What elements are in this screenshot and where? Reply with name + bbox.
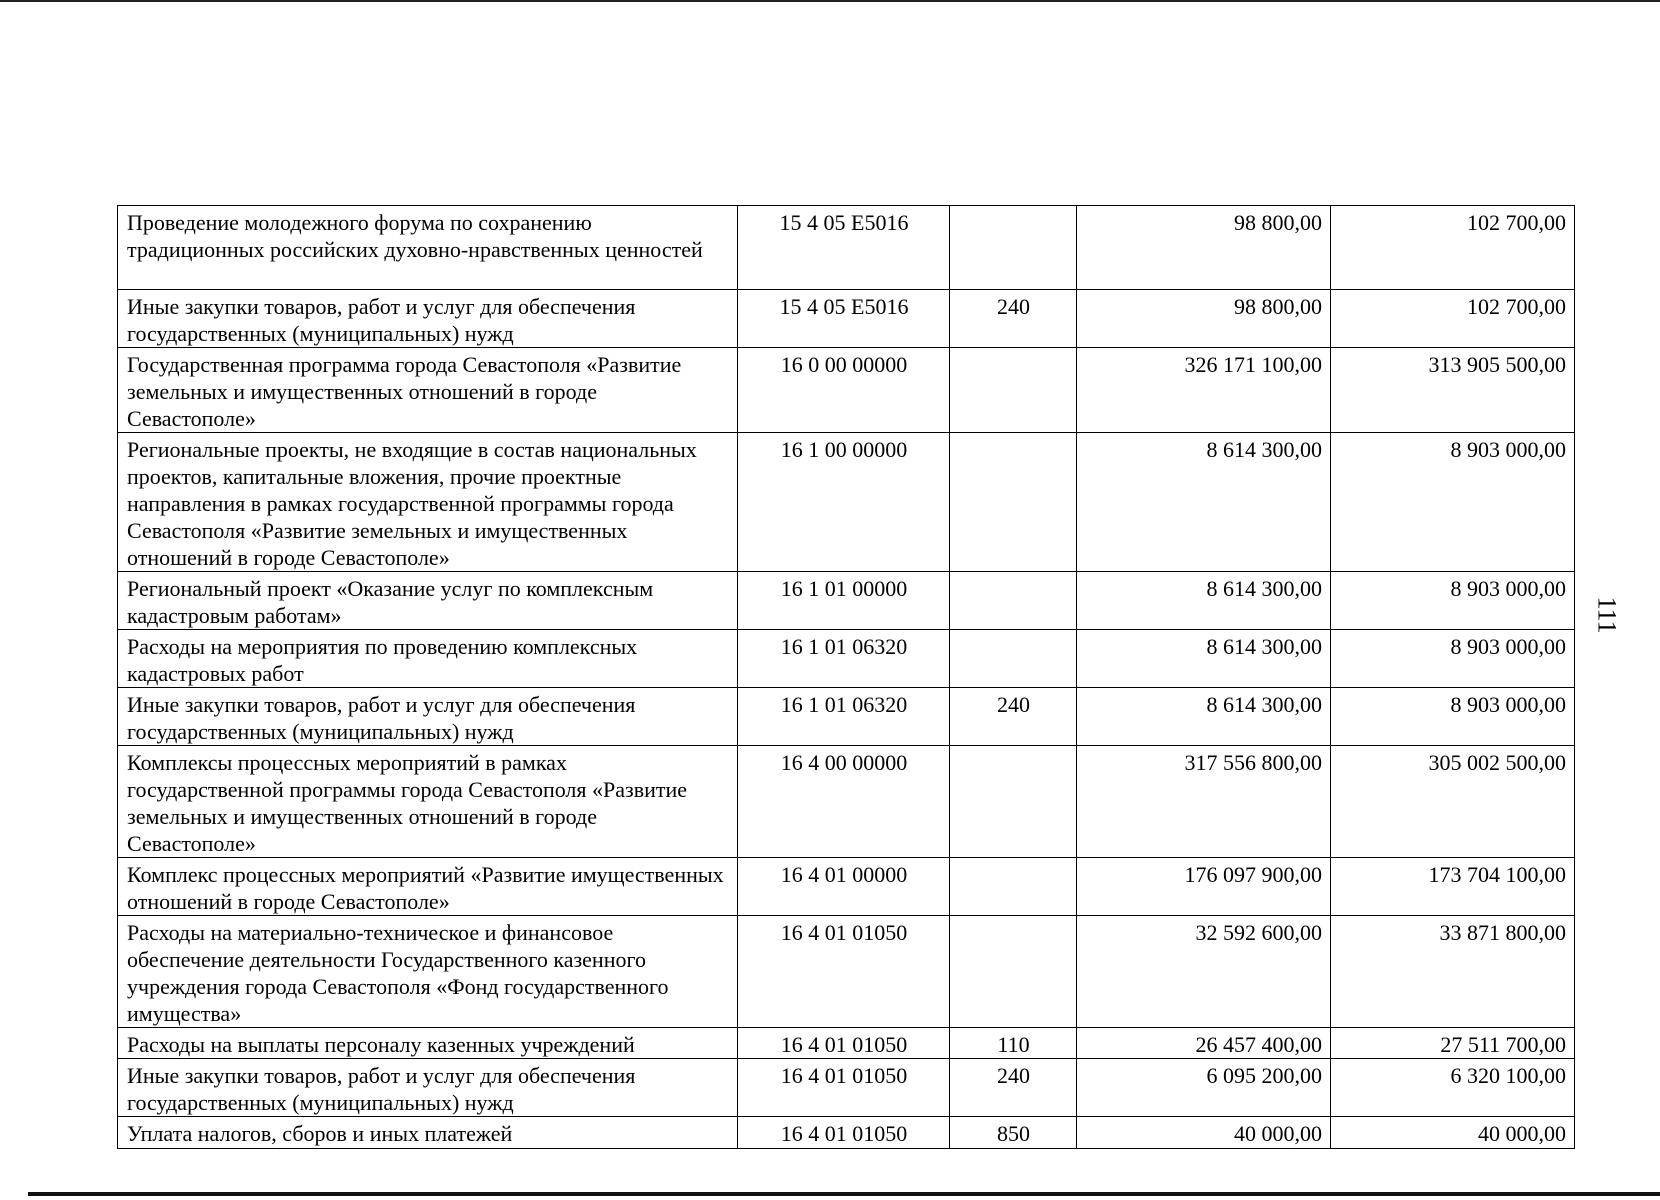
row-sum-2: 102 700,00 (1331, 206, 1575, 290)
row-sum-1: 26 457 400,00 (1077, 1028, 1331, 1059)
row-code: 16 1 01 06320 (738, 688, 950, 746)
row-sum-2: 313 905 500,00 (1331, 348, 1575, 433)
row-type (950, 858, 1077, 916)
row-type: 240 (950, 688, 1077, 746)
row-sum-1: 6 095 200,00 (1077, 1059, 1331, 1117)
row-code: 16 4 01 01050 (738, 916, 950, 1028)
row-code: 16 4 01 01050 (738, 1059, 950, 1117)
row-code: 16 4 01 01050 (738, 1117, 950, 1149)
row-name: Иные закупки товаров, работ и услуг для обеспечения государственных (муниципальных) нужд (118, 688, 738, 746)
row-code: 16 4 01 01050 (738, 1028, 950, 1059)
row-type: 850 (950, 1117, 1077, 1149)
row-sum-1: 326 171 100,00 (1077, 348, 1331, 433)
row-name: Иные закупки товаров, работ и услуг для обеспечения государственных (муниципальных) нужд (118, 1059, 738, 1117)
row-sum-2: 33 871 800,00 (1331, 916, 1575, 1028)
row-name: Проведение молодежного форума по сохранению традиционных российских духовно-нравственных ценностей (118, 206, 738, 290)
row-name: Комплекс процессных мероприятий «Развитие имущественных отношений в городе Севастополе» (118, 858, 738, 916)
row-code: 15 4 05 E5016 (738, 206, 950, 290)
row-code: 16 1 01 06320 (738, 630, 950, 688)
row-sum-2: 8 903 000,00 (1331, 572, 1575, 630)
row-sum-2: 102 700,00 (1331, 290, 1575, 348)
row-name: Расходы на мероприятия по проведению комплексных кадастровых работ (118, 630, 738, 688)
row-sum-1: 176 097 900,00 (1077, 858, 1331, 916)
row-code: 15 4 05 E5016 (738, 290, 950, 348)
row-sum-1: 8 614 300,00 (1077, 630, 1331, 688)
row-sum-2: 173 704 100,00 (1331, 858, 1575, 916)
table-row (118, 433, 1575, 572)
row-sum-1: 98 800,00 (1077, 290, 1331, 348)
row-name: Комплексы процессных мероприятий в рамках государственной программы города Севастополя «Развитие земельных и имущественных отношений в городе Севастополе» (118, 746, 738, 858)
row-code: 16 1 01 00000 (738, 572, 950, 630)
table-row (118, 630, 1575, 688)
row-sum-1: 8 614 300,00 (1077, 572, 1331, 630)
row-name: Региональные проекты, не входящие в состав национальных проектов, капитальные вложения, прочие проектные направления в рамках государственной программы города Севастополя «Развитие земельных и имущественных отношений в городе Севастополе» (118, 433, 738, 572)
row-sum-2: 8 903 000,00 (1331, 688, 1575, 746)
row-sum-2: 6 320 100,00 (1331, 1059, 1575, 1117)
table-row (118, 290, 1575, 348)
row-sum-1: 40 000,00 (1077, 1117, 1331, 1149)
row-sum-2: 40 000,00 (1331, 1117, 1575, 1149)
row-sum-1: 8 614 300,00 (1077, 688, 1331, 746)
row-code: 16 4 00 00000 (738, 746, 950, 858)
row-sum-1: 32 592 600,00 (1077, 916, 1331, 1028)
row-type (950, 746, 1077, 858)
row-name: Расходы на выплаты персоналу казенных учреждений (118, 1028, 738, 1059)
scan-edge-top (0, 0, 1660, 2)
row-type (950, 916, 1077, 1028)
row-code: 16 4 01 00000 (738, 858, 950, 916)
row-name: Региональный проект «Оказание услуг по комплексным кадастровым работам» (118, 572, 738, 630)
budget-table (117, 205, 1575, 1149)
scan-edge-bottom (28, 1192, 1660, 1196)
row-sum-2: 8 903 000,00 (1331, 433, 1575, 572)
row-sum-2: 8 903 000,00 (1331, 630, 1575, 688)
row-name: Уплата налогов, сборов и иных платежей (118, 1117, 738, 1149)
row-name: Государственная программа города Севастополя «Развитие земельных и имущественных отношений в городе Севастополе» (118, 348, 738, 433)
row-sum-2: 305 002 500,00 (1331, 746, 1575, 858)
row-type: 240 (950, 290, 1077, 348)
table-row (118, 206, 1575, 290)
table-row (118, 1117, 1575, 1149)
table-row (118, 916, 1575, 1028)
row-code: 16 0 00 00000 (738, 348, 950, 433)
row-sum-1: 8 614 300,00 (1077, 433, 1331, 572)
row-name: Иные закупки товаров, работ и услуг для обеспечения государственных (муниципальных) нужд (118, 290, 738, 348)
row-sum-2: 27 511 700,00 (1331, 1028, 1575, 1059)
row-type (950, 433, 1077, 572)
row-type: 110 (950, 1028, 1077, 1059)
table-row (118, 348, 1575, 433)
table-row (118, 572, 1575, 630)
row-sum-1: 98 800,00 (1077, 206, 1331, 290)
table-row (118, 858, 1575, 916)
table-row (118, 1028, 1575, 1059)
row-code: 16 1 00 00000 (738, 433, 950, 572)
row-type (950, 206, 1077, 290)
page-number: 111 (1592, 596, 1622, 634)
row-sum-1: 317 556 800,00 (1077, 746, 1331, 858)
table-row (118, 688, 1575, 746)
row-type (950, 630, 1077, 688)
row-type: 240 (950, 1059, 1077, 1117)
row-type (950, 348, 1077, 433)
row-type (950, 572, 1077, 630)
table-row (118, 1059, 1575, 1117)
table-row (118, 746, 1575, 858)
row-name: Расходы на материально-техническое и финансовое обеспечение деятельности Государственного казенного учреждения города Севастополя «Фонд государственного имущества» (118, 916, 738, 1028)
